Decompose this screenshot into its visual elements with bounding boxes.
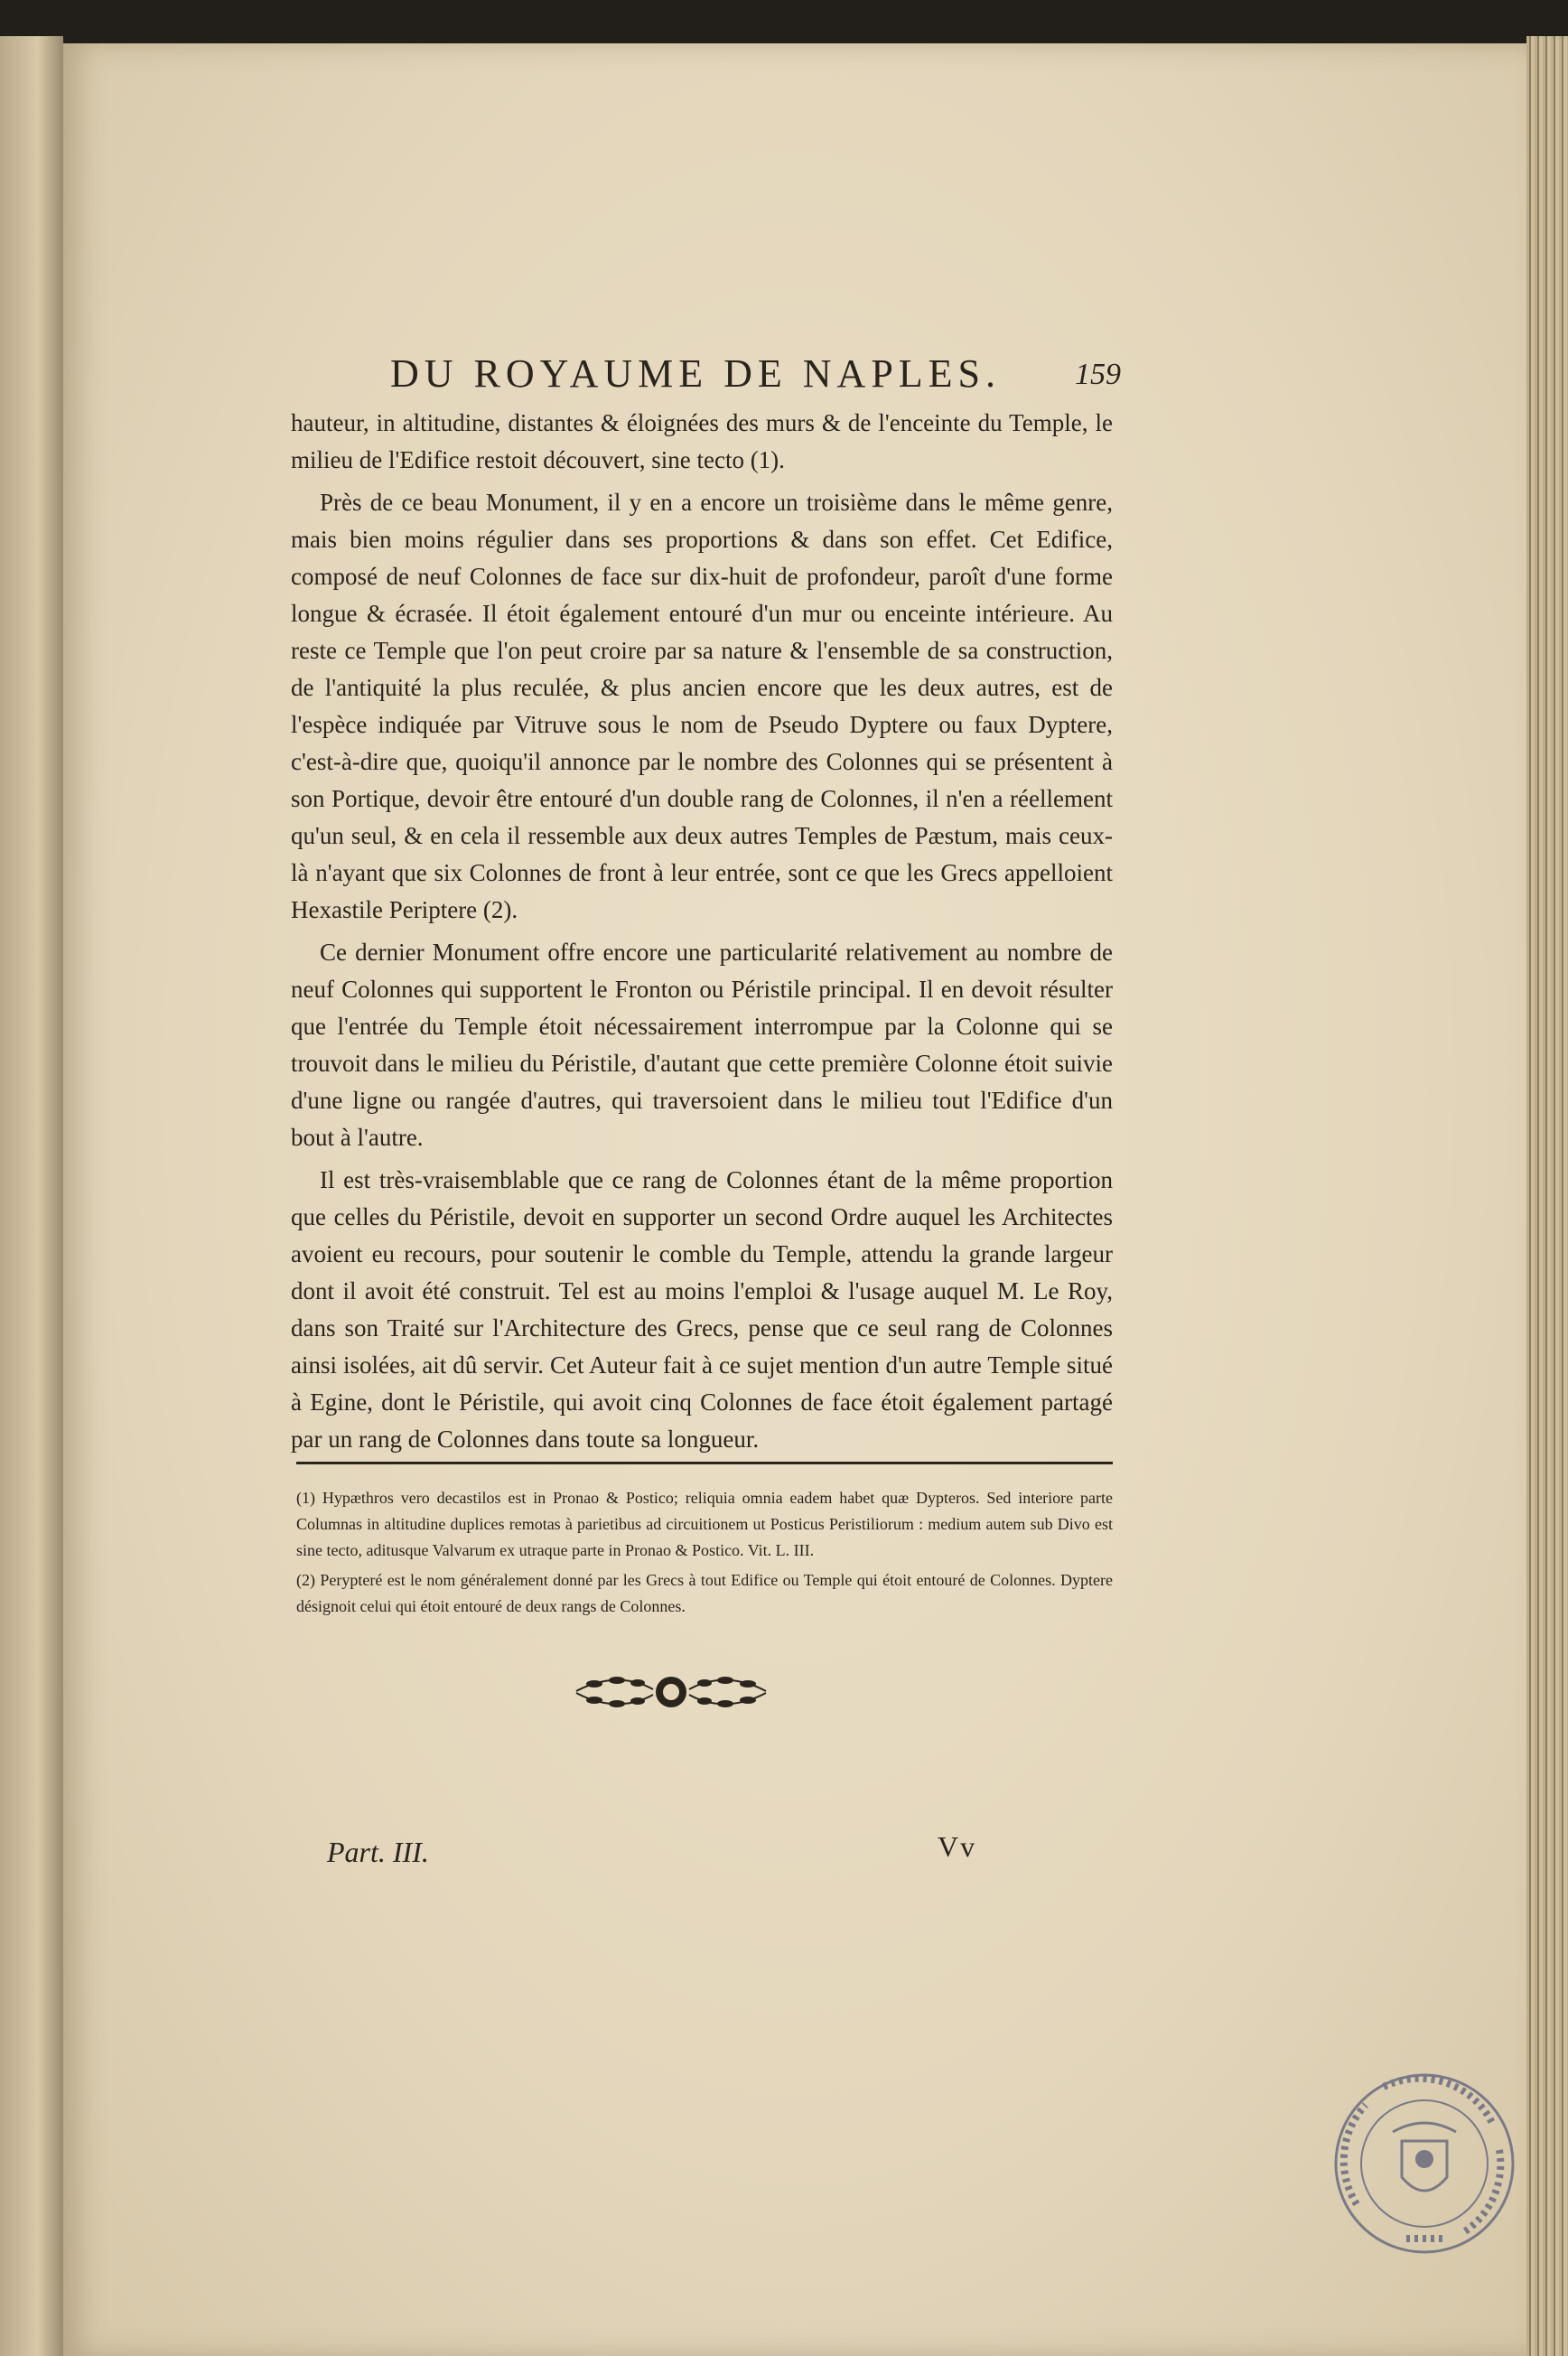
left-page-edge: [0, 36, 63, 2356]
footnotes: [296, 1485, 1113, 1620]
page-stack-edge: [1526, 36, 1568, 2356]
paragraph: Près de ce beau Monument, il y en a encore un troisième dans le même genre, mais bien moins régulier dans ses proportions & dans son effet. Cet Edifice, composé de neuf Colonnes de face sur dix-huit de profondeur, paroît d'une forme longue & écrasée. Il étoit également entouré d'un mur ou enceinte intérieure. Au reste ce Temple que l'on peut croire par sa nature & l'ensemble de sa construction, de l'antiquité la plus reculée, & plus ancien encore que les deux autres, est de l'espèce indiquée par Vitruve sous le nom de Pseudo Dyptere ou faux Dyptere, c'est-à-dire que, quoiqu'il annonce par le nombre des Colonnes qui se présentent à son Portique, devoir être entouré d'un double rang de Colonnes, il n'en a réellement qu'un seul, & en cela il ressemble aux deux autres Temples de Pæstum, mais ceux-là n'ayant que six Colonnes de front à leur entrée, sont ce que les Grecs appelloient Hexastile Periptere (2).: [291, 489, 1113, 923]
top-shadow: [0, 0, 1568, 43]
body-text: [291, 405, 1113, 1458]
paragraph: Il est très-vraisemblable que ce rang de Colonnes étant de la même proportion que celles du Péristile, devoit en supporter un second Ordre auquel les Architectes avoient eu recours, pour soutenir le comble du Temple, attendu la grande largeur dont il avoit été construit. Tel est au moins l'emploi & l'usage auquel M. Le Roy, dans son Traité sur l'Architecture des Grecs, pense que ce seul rang de Colonnes ainsi isolées, ait dû servir. Cet Auteur fait à ce sujet mention d'un autre Temple situé à Egine, dont le Péristile, qui avoit cinq Colonnes de face étoit également partagé par un rang de Colonnes dans toute sa longueur.: [291, 1166, 1113, 1453]
page-number: 159: [1075, 358, 1121, 391]
page-header: [390, 351, 1121, 405]
part-signature: Part. III.: [327, 1836, 429, 1868]
running-title: DU ROYAUME DE NAPLES.: [390, 351, 1002, 396]
paragraph: hauteur, in altitudine, distantes & éloignées des murs & de l'enceinte du Temple, le milieu de l'Edifice restoit découvert, sine tecto (1).: [291, 409, 1113, 473]
footnote-rule: [296, 1462, 1113, 1464]
decorative-ornament-icon: [567, 1659, 775, 1722]
paragraph: Ce dernier Monument offre encore une particularité relativement au nombre de neuf Colonnes qui supportent le Fronton ou Péristile principal. Il en devoit résulter que l'entrée du Temple étoit nécessairement interrompue par la Colonne qui se trouvoit dans le milieu du Péristile, d'autant que cette première Colonne étoit suivie d'une ligne ou rangée d'autres, qui traversoient dans le milieu tout l'Edifice d'un bout à l'autre.: [291, 939, 1113, 1151]
library-stamp-icon: [1330, 2069, 1519, 2258]
footnote: (2) Perypteré est le nom généralement donné par les Grecs à tout Edifice ou Temple qui étoit entouré de Colonnes. Dyptere désignoit celui qui étoit entouré de deux rangs de Colonnes.: [296, 1571, 1113, 1615]
footnote: (1) Hypæthros vero decastilos est in Pronao & Postico; reliquia omnia eadem habet quæ Dypteros. Sed interiore parte Columnas in altitudine duplices remotas à parietibus ad circuitionem ut Posticus Peristiliorum : medium autem sub Divo est sine tecto, aditusque Valvarum ex utraque parte in Pronao & Postico. Vit. L. III.: [296, 1489, 1113, 1559]
gathering-mark: Vv: [938, 1830, 977, 1863]
